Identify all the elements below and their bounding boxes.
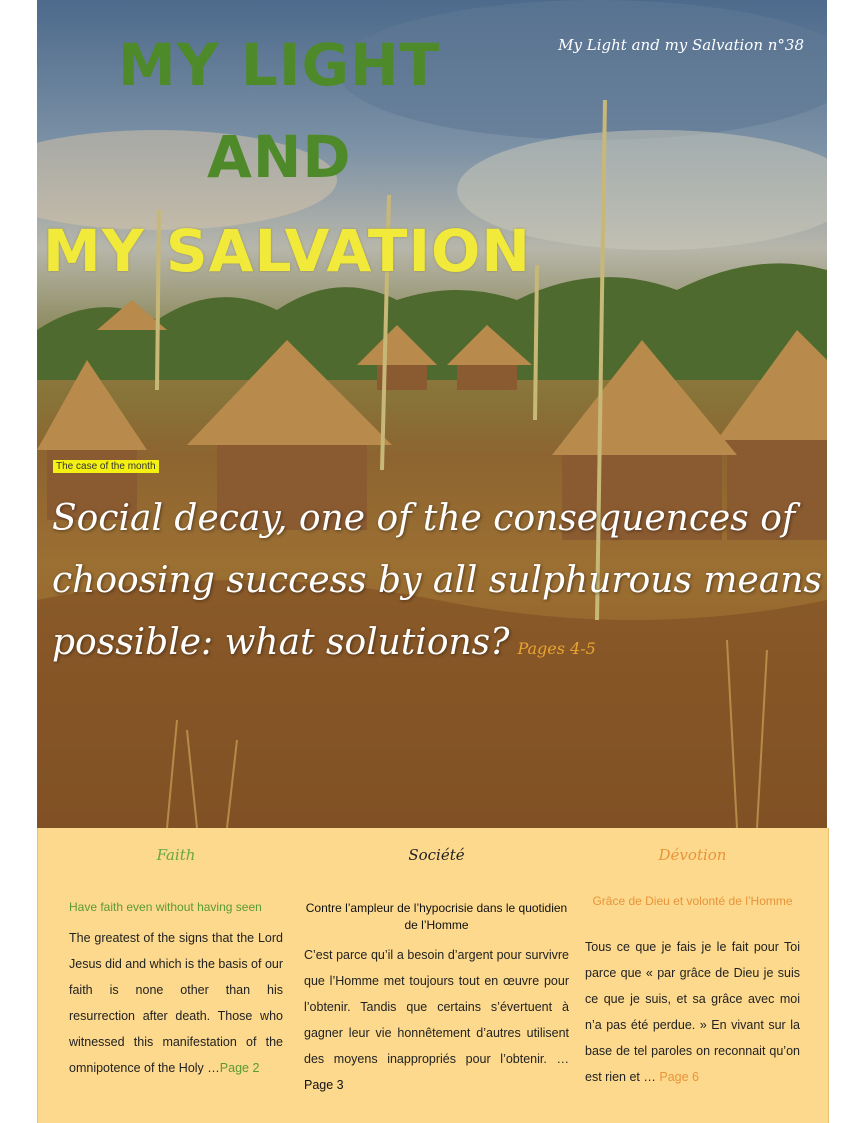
column-section-title: Dévotion xyxy=(658,846,727,864)
page-ref-link[interactable]: Page 2 xyxy=(219,1061,260,1075)
column-article-title: Grâce de Dieu et volonté de l’Homme xyxy=(592,894,793,908)
column-article-excerpt xyxy=(585,934,800,1090)
column-faith xyxy=(69,828,283,1123)
column-devotion xyxy=(585,828,800,1123)
issue-label: My Light and my Salvation n°38 xyxy=(558,36,804,54)
feature-headline xyxy=(52,488,822,680)
column-societe xyxy=(304,828,569,1123)
page-ref-link[interactable]: Page 3 xyxy=(304,1078,344,1092)
column-section-title: Faith xyxy=(156,846,196,864)
feature-headline-text: Social decay, one of the consequences of choosing success by all sulphurous means possible: what solutions? xyxy=(52,498,822,663)
case-of-month-tag: The case of the month xyxy=(53,460,159,473)
column-article-title: Contre l’ampleur de l’hypocrisie dans le quotidien de l’Homme xyxy=(305,901,568,932)
column-article-excerpt xyxy=(69,925,283,1081)
column-section-title: Société xyxy=(408,846,465,864)
article-excerpt-text: The greatest of the signs that the Lord Jesus did and which is the basis of our faith is none other than his resurrection after death. Those who witnessed this manifestation of the omnipotence of the Holy … xyxy=(69,931,284,1075)
feature-pages-link[interactable]: Pages 4-5 xyxy=(517,639,596,658)
article-excerpt-text: Tous ce que je fais je le fait pour Toi parce que « par grâce de Dieu je suis ce que je suis, et sa grâce avec moi n’a pas été perdue. » En vivant sur la base de tel paroles on reconnait qu’on est rien et … xyxy=(585,940,800,1084)
summary-panel xyxy=(37,828,829,1123)
cover-photo xyxy=(37,0,827,828)
masthead-line-2: AND xyxy=(207,123,352,191)
masthead-line-3: MY SALVATION xyxy=(43,217,531,285)
masthead-line-1: MY LIGHT xyxy=(118,31,441,99)
village-scene-image xyxy=(37,0,827,828)
column-article-title: Have faith even without having seen xyxy=(69,900,262,914)
article-excerpt-text: C’est parce qu’il a besoin d’argent pour survivre que l’Homme met toujours tout en œuvre pour l’obtenir. Tandis que certains s’évertuent à gagner leur vie honnêtement d’autres utilisent des moyens inappropriés pour l’obtenir. … xyxy=(304,948,569,1066)
page-ref-link[interactable]: Page 6 xyxy=(659,1070,699,1084)
column-article-excerpt xyxy=(304,942,569,1098)
